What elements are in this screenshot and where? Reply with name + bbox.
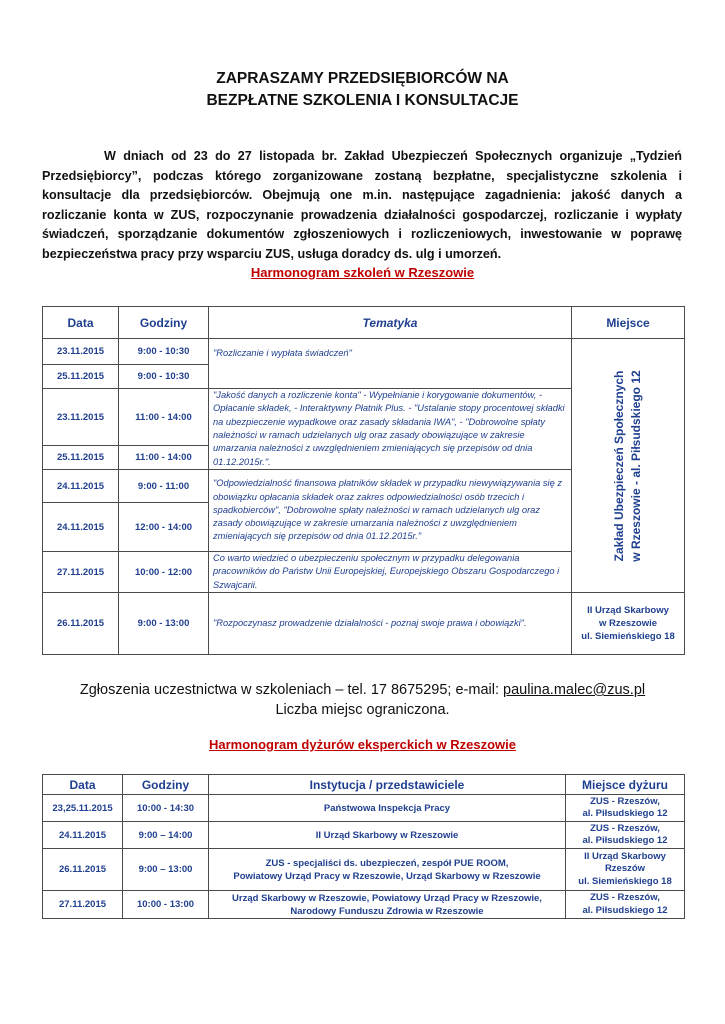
row-date: 26.11.2015	[43, 849, 123, 891]
col-header-institution: Instytucja / przedstawiciele	[209, 775, 566, 795]
topic-text: Co warto wiedzieć o ubezpieczeniu społecznym w przypadku delegowania pracowników do Państw Unii Europejskiej, Europejskiego Obszaru Gospodarczego i Szwajcarii.	[213, 553, 560, 590]
place-line-2: al. Piłsudskiego 12	[582, 904, 668, 916]
row-date: 25.11.2015	[43, 365, 119, 389]
row-date: 27.11.2015	[43, 891, 123, 919]
row-institution	[209, 822, 566, 849]
inst-line-2: Powiatowy Urząd Pracy w Rzeszowie, Urząd Skarbowy w Rzeszowie	[233, 870, 541, 882]
contact-text: Zgłoszenia uczestnictwa w szkoleniach – tel. 17 8675295; e-mail:	[79, 682, 504, 698]
place-us-line-3: ul. Siemieńskiego 18	[581, 631, 675, 642]
row-hours: 9:00 - 10:30	[119, 365, 209, 389]
row-institution	[209, 795, 566, 822]
place-line-1: ZUS - Rzeszów,	[590, 892, 660, 903]
table-row	[43, 593, 685, 655]
row-date: 24.11.2015	[43, 470, 119, 503]
row-institution	[209, 891, 566, 919]
row-place	[566, 822, 685, 849]
row-place	[566, 891, 685, 919]
inst-line-1: II Urząd Skarbowy w Rzeszowie	[315, 829, 459, 841]
table-row	[43, 891, 685, 919]
row-place	[566, 849, 685, 891]
col-header-place: Miejsce	[572, 307, 685, 339]
place-us-cell	[572, 593, 685, 655]
col-header-hours: Godziny	[123, 775, 209, 795]
row-date: 24.11.2015	[43, 503, 119, 552]
inst-line-2: Narodowy Funduszu Zdrowia w Rzeszowie	[290, 905, 484, 917]
topic-cell	[209, 593, 572, 655]
limited-seats-note: Liczba miejsc ograniczona.	[275, 702, 450, 718]
row-institution	[209, 849, 566, 891]
table-row	[43, 849, 685, 891]
inst-line-1: Urząd Skarbowy w Rzeszowie, Powiatowy Urząd Pracy w Rzeszowie,	[232, 892, 542, 904]
topic-cell	[209, 552, 572, 593]
row-hours: 10:00 - 14:30	[123, 795, 209, 822]
place-us-line-2: w Rzeszowie	[598, 618, 658, 629]
row-date: 26.11.2015	[43, 593, 119, 655]
row-hours: 9:00 - 10:30	[119, 339, 209, 365]
row-date: 25.11.2015	[43, 446, 119, 470]
place-zus-label	[611, 370, 645, 561]
duty-schedule-heading: Harmonogram dyżurów eksperckich w Rzeszowie	[208, 737, 517, 752]
place-zus-line-1: Zakład Ubezpieczeń Społecznych	[612, 370, 626, 561]
col-header-topic: Tematyka	[209, 307, 572, 339]
row-hours: 12:00 - 14:00	[119, 503, 209, 552]
place-line-2: al. Piłsudskiego 12	[582, 835, 668, 846]
place-line-3: ul. Siemieńskiego 18	[578, 875, 672, 887]
intro-paragraph	[42, 147, 682, 264]
place-us-line-1: II Urząd Skarbowy	[587, 605, 669, 616]
topic-text: "Rozpoczynasz prowadzenie działalności - poznaj swoje prawa i obowiązki".	[213, 617, 527, 628]
topic-text: "Odpowiedzialność finansowa płatników składek w przypadku niewywiązywania się z obowiązku opłacania składek oraz zakres odpowiedzialności osób trzecich i spadkobierców", "Dobrowolne spłaty należności w ramach udzielanych ulg oraz zasady obowiązujące w zakresie umarzania należności z uwzględnieniem zmieniających się przepisów od dnia 01.12.2015r."	[213, 478, 563, 542]
row-hours: 11:00 - 14:00	[119, 446, 209, 470]
row-hours: 9:00 - 13:00	[119, 593, 209, 655]
topic-text: "Jakość danych a rozliczenie konta" - Wypełnianie i korygowanie dokumentów, - Opłacanie składek, - Interaktywny Płatnik Plus. - "Ustalanie stopy procentowej składki na ubezpieczenie wypadkowe oraz zasady składania IWA", - "Dobrowolne spłaty należności w ramach udzielanych ulg oraz zasady obowiązujące w zakresie umarzania należności z uwzględnieniem zmieniających się przepisów od dnia 01.12.2015r.".	[213, 390, 565, 467]
place-line-1: ZUS - Rzeszów,	[590, 822, 660, 834]
intro-text: W dniach od 23 do 27 listopada br. Zakład Ubezpieczeń Społecznych organizuje „Tydzień Przedsiębiorcy”, podczas którego zorganizowane zostaną bezpłatne, specjalistyczne szkolenia i konsultacje dla przedsiębiorców. Obejmują one m.in. następujące zagadnienia: jakość danych a rozliczanie konta w ZUS, rozpoczynanie prowadzenia działalności gospodarczej, rozliczanie i wypłaty świadczeń, sporządzanie dokumentów zgłoszeniowych i rozliczeniowych, inwestowanie w poprawę bezpieczeństwa pracy przy wsparciu ZUS, usługa doradcy ds. ulg i umorzeń.	[42, 149, 682, 261]
training-header-row	[43, 307, 685, 339]
topic-text: "Rozliczanie i wypłata świadczeń"	[213, 348, 352, 358]
table-row	[43, 822, 685, 849]
row-place	[566, 795, 685, 822]
place-line-2: al. Piłsudskiego 12	[582, 808, 668, 819]
place-zus-line-2: w Rzeszowie - al. Piłsudskiego 12	[629, 369, 643, 562]
place-line-1: II Urząd Skarbowy	[584, 850, 666, 862]
place-zus-cell	[572, 339, 685, 593]
row-date: 24.11.2015	[43, 822, 123, 849]
place-line-1: ZUS - Rzeszów,	[590, 795, 660, 807]
table-row	[43, 339, 685, 365]
row-hours: 9:00 - 11:00	[119, 470, 209, 503]
col-header-date: Data	[43, 775, 123, 795]
title-line-1: ZAPRASZAMY PRZEDSIĘBIORCÓW NA	[216, 70, 509, 87]
title-line-2: BEZPŁATNE SZKOLENIA I KONSULTACJE	[206, 92, 519, 109]
contact-info	[0, 680, 725, 720]
col-header-date: Data	[43, 307, 119, 339]
topic-cell	[209, 389, 572, 470]
row-hours: 10:00 - 13:00	[123, 891, 209, 919]
row-hours: 9:00 – 14:00	[123, 822, 209, 849]
place-line-2: Rzeszów	[604, 863, 646, 875]
col-header-hours: Godziny	[119, 307, 209, 339]
row-date: 23.11.2015	[43, 389, 119, 446]
col-header-place: Miejsce dyżuru	[566, 775, 685, 795]
training-table	[42, 306, 685, 655]
row-date: 27.11.2015	[43, 552, 119, 593]
contact-email-link[interactable]: paulina.malec@zus.pl	[503, 682, 646, 698]
inst-line-1: ZUS - specjaliści ds. ubezpieczeń, zespół PUE ROOM,	[265, 857, 509, 869]
contact-line	[0, 680, 725, 700]
document-title	[0, 68, 725, 112]
row-hours: 11:00 - 14:00	[119, 389, 209, 446]
row-hours: 9:00 – 13:00	[123, 849, 209, 891]
inst-line-1: Państwowa Inspekcja Pracy	[323, 802, 451, 814]
row-date: 23.11.2015	[43, 339, 119, 365]
topic-cell	[209, 339, 572, 389]
topic-cell	[209, 470, 572, 552]
duty-table	[42, 774, 685, 919]
duty-header-row	[43, 775, 685, 795]
row-hours: 10:00 - 12:00	[119, 552, 209, 593]
training-schedule-heading: Harmonogram szkoleń w Rzeszowie	[250, 265, 475, 280]
table-row	[43, 795, 685, 822]
row-date: 23,25.11.2015	[43, 795, 123, 822]
